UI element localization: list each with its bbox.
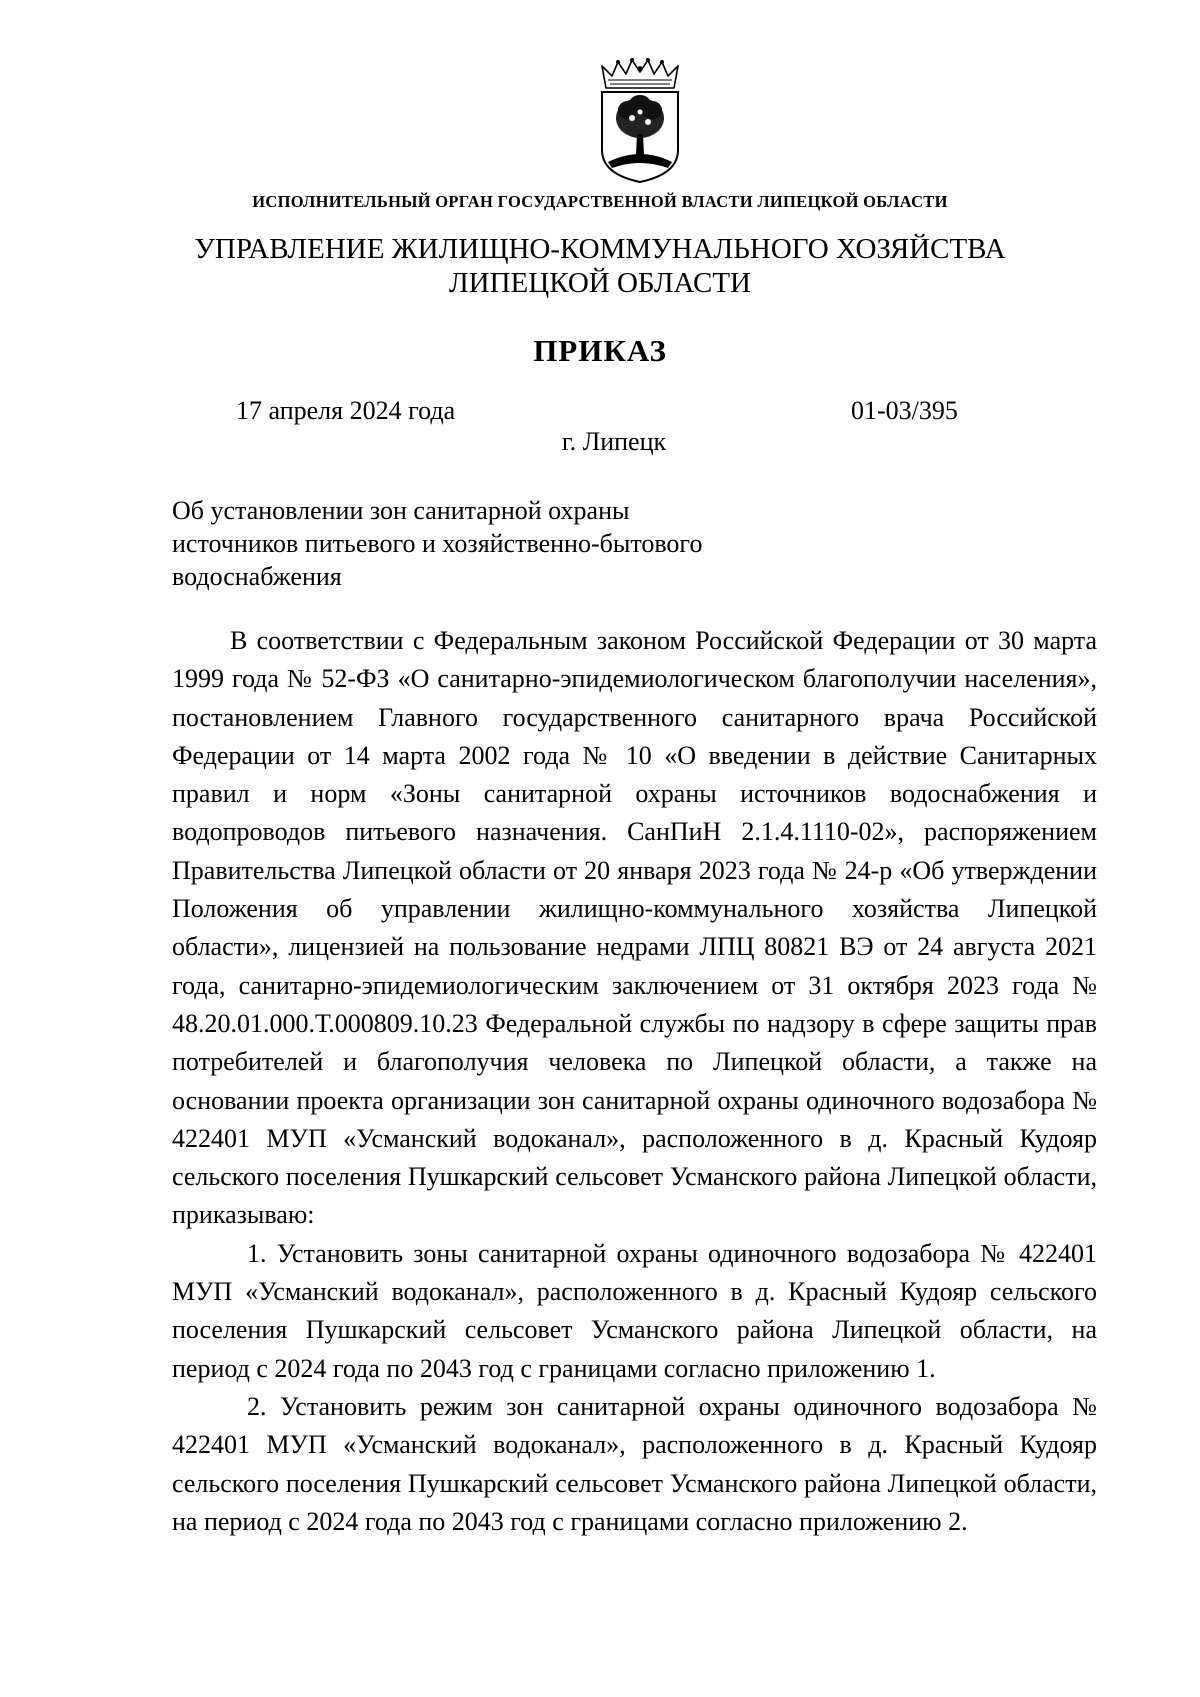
department-name-line2: ЛИПЕЦКОЙ ОБЛАСТИ [448,267,751,299]
organization-name: ИСПОЛНИТЕЛЬНЫЙ ОРГАН ГОСУДАРСТВЕННОЙ ВЛАСТИ ЛИПЕЦКОЙ ОБЛАСТИ [252,192,948,211]
order-item-2: 2. Установить режим зон санитарной охраны одиночного водозабора № 422401 МУП «Усманский водоканал», расположенного в д. Красный Кудояр сельского поселения Пушкарский сельсовет Усманского района Липецкой области, на период с 2024 года по 2043 год с границами согласно приложению 2. [172,1391,1097,1536]
department-name-line1: УПРАВЛЕНИЕ ЖИЛИЩНО-КОММУНАЛЬНОГО ХОЗЯЙСТВА [194,233,1006,265]
order-subject-line1: Об установлении зон санитарной охраны [172,496,630,525]
order-number: 01-03/395 [851,396,958,425]
order-subject [172,494,702,593]
order-subject-line2: источников питьевого и хозяйственно-бытового [172,529,703,558]
department-name [0,232,1200,300]
order-city: г. Липецк [561,427,667,456]
order-date: 17 апреля 2024 года [236,396,456,425]
order-preamble: В соответствии с Федеральным законом Российской Федерации от 30 марта 1999 года № 52-ФЗ «О санитарно-эпидемиологическом благополучии населения», постановлением Главного государственного санитарного врача Российской Федерации от 14 марта 2002 года № 10 «О введении в действие Санитарных правил и норм «Зоны санитарной охраны источников водоснабжения и водопроводов питьевого назначения. СанПиН 2.1.4.1110-02», распоряжением Правительства Липецкой области от 20 января 2023 года № 24-р «Об утверждении Положения об управлении жилищно-коммунального хозяйства Липецкой области», лицензией на пользование недрами ЛПЦ 80821 ВЭ от 24 августа 2021 года, санитарно-эпидемиологическим заключением от 31 октября 2023 года № 48.20.01.000.Т.000809.10.23 Федеральной службы по надзору в сфере защиты прав потребителей и благополучия человека по Липецкой области, а также на основании проекта организации зон санитарной охраны одиночного водозабора № 422401 МУП «Усманский водоканал», расположенного в д. Красный Кудояр сельского поселения Пушкарский сельсовет Усманского района Липецкой области, приказываю: [172,626,1097,1230]
order-title: ПРИКАЗ [533,333,667,368]
order-body [172,622,1097,1541]
order-subject-line3: водоснабжения [172,562,342,591]
lipetsk-coat-of-arms-icon [596,58,684,184]
order-item-1: 1. Установить зоны санитарной охраны одиночного водозабора № 422401 МУП «Усманский водоканал», расположенного в д. Красный Кудояр сельского поселения Пушкарский сельсовет Усманского района Липецкой области, на период с 2024 года по 2043 год с границами согласно приложению 1. [172,1238,1097,1383]
